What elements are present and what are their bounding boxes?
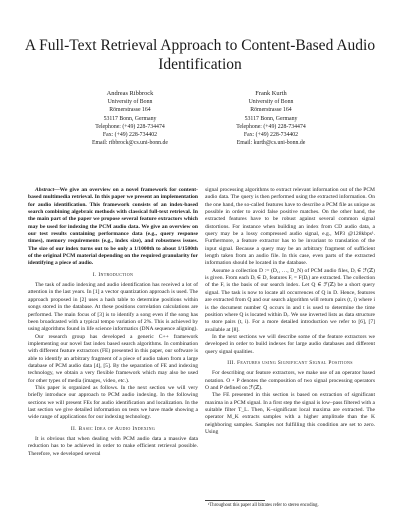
footnote: ¹Throughout this paper all bitrates refer to stereo encoding. — [208, 503, 319, 508]
section-heading-basic-idea: II. Basic Idea of Audio Indexing — [70, 425, 156, 432]
author-block-2 — [196, 90, 346, 147]
author-telephone: Telephone: (+49) 228-734474 — [95, 123, 165, 130]
footnote-rule — [205, 500, 265, 501]
author-email: Email: ribbrock@cs.uni-bonn.de — [91, 140, 168, 147]
author-affiliation: University of Bonn — [248, 99, 294, 106]
author-fax: Fax: (+49) 228-734402 — [243, 132, 299, 139]
intro-paragraph-2: Our research group has developed a generic C++ framework implementing our novel fast index based search algorithms. In combination with different feature extractors (FE) presented in this paper, our software is able to identify an arbitrary fragment of a piece of audio taken from a large database of PCM audio data [4], [5]. By the separation of FE and indexing technology, we obtain a very flexible framework which may also be used for other types of media (images, video, etc.). — [28, 333, 198, 384]
basic-idea-paragraph-2: signal processing algorithms to extract relevant information out of the PCM audio data. The query is then performed using the extracted information. On the one hand, the so-called features have to describe a PCM file as unique as possible in order to avoid false positive matches. On the other hand, the extracted features have to be robust against several common signal distortions. For instance when building an index from CD audio data, a query may be a lossy compressed audio signal, e.g., MP3 @128kbps¹. Furthermore, a feature extractor has to be invariant to translation of the input signal. Because a query may be an arbitrary fragment of sufficient length taken from an audio file. In this case, even parts of the extracted information should be located in the database. — [205, 187, 375, 267]
author-name: Andreas Ribbrock — [106, 90, 154, 97]
section-heading-significant-positions: III. Features using Significant Signal Positions — [227, 359, 353, 366]
right-column — [205, 187, 375, 436]
author-street: Römerstrasse 164 — [109, 107, 151, 114]
basic-idea-paragraph-3: Assume a collection D := (D₁, …, D_N) of PCM audio files, Dᵢ ∈ ℱ(ℤ) is given. From each Dᵢ ∈ D, features Fᵢ = F(Dᵢ) are extracted. The collection of the Fᵢ is the basis of our search index. Let Q ∈ ℱ(ℤ) be a short query signal. The task is now to locate all occurrences of Q in D. Hence, features are extracted from Q and our search algorithm will return pairs (t, i) where i is the document number Q occurs in and t is used to determine the time position where Q is located within Dᵢ. We use inverted lists as data structure to store pairs (t, i). For a more detailed introduction we refer to [6], [7] available at [8]. — [205, 267, 375, 333]
intro-paragraph-3: This paper is organized as follows. In the next section we will very briefly introduce our approach to PCM audio indexing. In the following sections we will present FEs for audio identification and localization. In the last section we give detailed information on tests we have made showing a wide range of applications for our indexing technology. — [28, 384, 198, 421]
abstract — [28, 187, 198, 268]
author-city: 53117 Bonn, Germany — [244, 115, 298, 122]
author-email: Email: kurth@cs.uni-bonn.de — [236, 140, 306, 147]
author-city: 53117 Bonn, Germany — [103, 115, 157, 122]
left-column — [28, 187, 198, 458]
features-paragraph-2: The FE presented in this section is based on extraction of significant maxima in a PCM signal. In a first step the signal is low–pass filtered with a suitable filter T_L. Then, K–significant local maxima are extracted. The operator M_K extracts samples with a higher amplitude than the K neighboring samples. Samples not fulfilling this condition are set to zero. Using — [205, 392, 375, 435]
paper-title: A Full-Text Retrieval Approach to Content-Based Audio Identification — [24, 37, 376, 73]
author-name: Frank Kurth — [255, 90, 287, 97]
author-telephone: Telephone: (+49) 228-734474 — [236, 123, 306, 130]
author-block-1 — [55, 90, 205, 147]
basic-idea-paragraph-1: It is obvious that when dealing with PCM audio data a massive data reduction has to be achieved in order to make efficient retrieval possible. Therefore, we developed several — [28, 436, 198, 457]
author-affiliation: University of Bonn — [107, 99, 153, 106]
section-heading-introduction: I. Introduction — [92, 271, 134, 278]
intro-paragraph-1: The task of audio indexing and audio identification has received a lot of attention in the last years. In [1] a vector quantization approach is used. The approach proposed in [2] uses a hash table to determine positions within songs stored in the database. At these positions correlation calculations are performed. The main focus of [3] is to identify a song even if the song has been broadcasted with a typical tempo variation of 2%. This is achieved by using algorithms found in life science informatics (DNA sequence aligning). — [28, 282, 198, 333]
author-street: Römerstrasse 164 — [250, 107, 292, 114]
author-fax: Fax: (+49) 228-734402 — [102, 132, 158, 139]
basic-idea-paragraph-4: In the next sections we will describe some of the feature extractors we developed in order to build indexes for large audio databases and different query signal qualities. — [205, 333, 375, 355]
abstract-text: —We give an overview on a novel framework for content-based multimedia retrieval. In this paper we present an implementation for audio identification. This framework consists of an index-based search combining algebraic methods with classical full-text retrieval. In the main part of the paper we propose several feature extractors which may be used for indexing the PCM audio data. We give an overview on our test results containing performance data (e.g., query response times), memory requirements (e.g., index size), and robustness issues. The size of our index turns out to be only a 1/1000th to about 1/1500th of the original PCM material depending on the required granularity for identifying a piece of audio. — [28, 187, 198, 267]
features-paragraph-1: For describing our feature extractors, we make use of an operator based notation. O ∘ P denotes the composition of two signal processing operators O and P defined on ℱ(ℤ). — [205, 370, 375, 391]
abstract-label: Abstract — [35, 187, 55, 193]
